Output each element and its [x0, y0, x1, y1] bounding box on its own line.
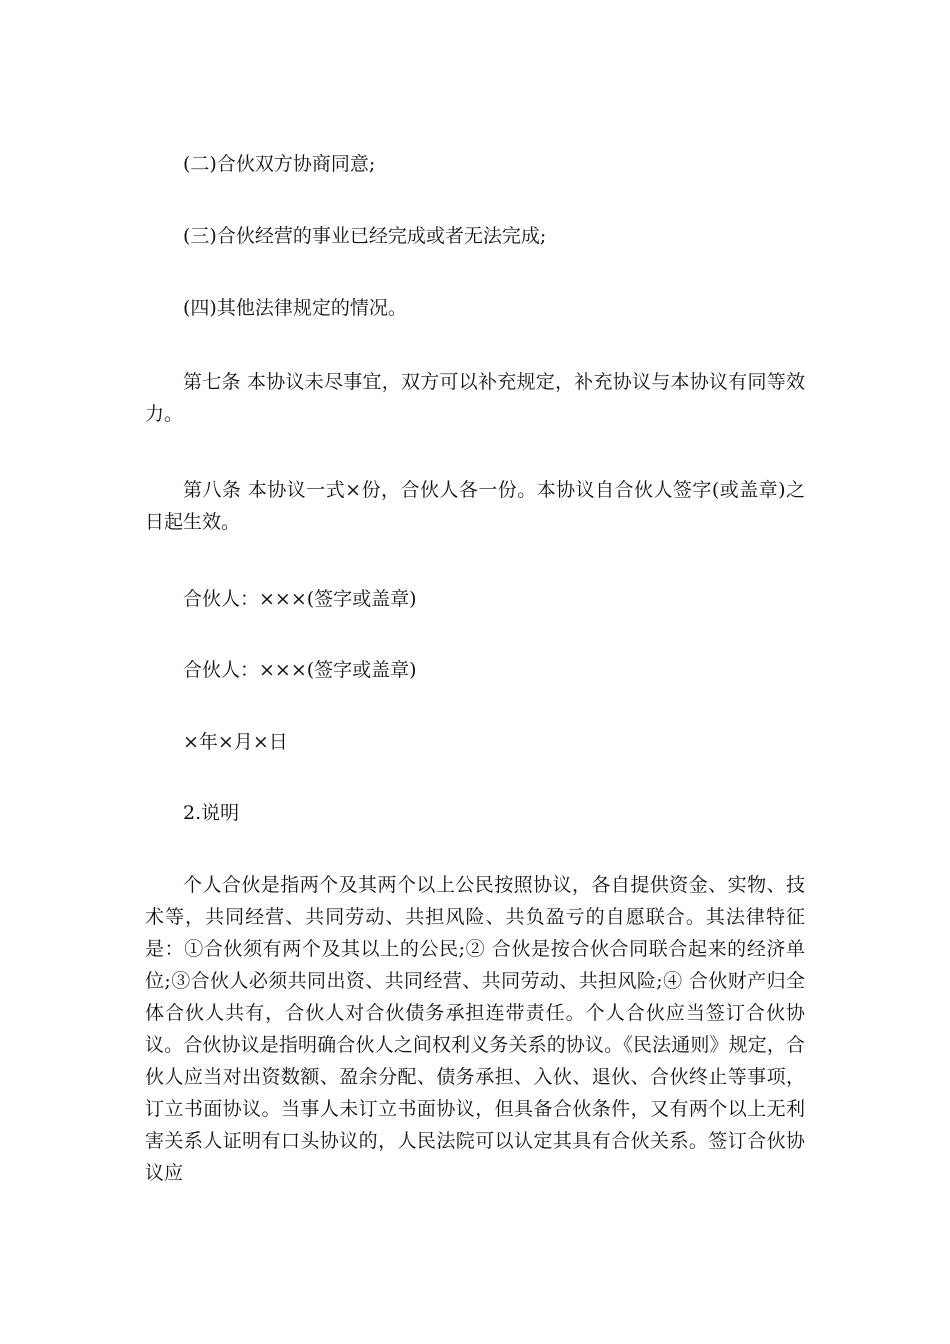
date-line: ×年×月×日 [183, 731, 288, 753]
article-7-paragraph: 第七条 本协议未尽事宜，双方可以补充规定，补充协议与本协议有同等效力。 [145, 371, 805, 425]
section-title: 2.说明 [183, 802, 240, 824]
explanation-paragraph: 个人合伙是指两个及其两个以上公民按照协议，各自提供资金、实物、技术等，共同经营、共同劳动、共担风险、共负盈亏的自愿联合。其法律特征是：①合伙须有两个及其以上的公民;② 合伙是按合伙合同联合起来的经济单位;③合伙人必须共同出资、共同经营、共同劳动、共担风险;④ 合伙财产归全体合伙人共有，合伙人对合伙债务承担连带责任。个人合伙应当签订合伙协议。合伙协议是指明确合伙人之间权利义务关系的协议。《民法通则》规定，合伙人应当对出资数额、盈余分配、债务承担、入伙、退伙、合伙终止等事项，订立书面协议。当事人未订立书面协议，但具备合伙条件，又有两个以上无利害关系人证明有口头协议的，人民法院可以认定其具有合伙关系。签订合伙协议应 [145, 874, 805, 1184]
clause-item-2: (二)合伙双方协商同意; [183, 153, 376, 175]
clause-item-4: (四)其他法律规定的情况。 [183, 297, 407, 319]
clause-item-3: (三)合伙经营的事业已经完成或者无法完成; [183, 225, 547, 247]
signature-line-2: 合伙人：×××(签字或盖章) [183, 659, 417, 681]
article-8-paragraph: 第八条 本协议一式×份，合伙人各一份。本协议自合伙人签字(或盖章)之日起生效。 [145, 479, 805, 533]
signature-line-1: 合伙人：×××(签字或盖章) [183, 588, 417, 610]
